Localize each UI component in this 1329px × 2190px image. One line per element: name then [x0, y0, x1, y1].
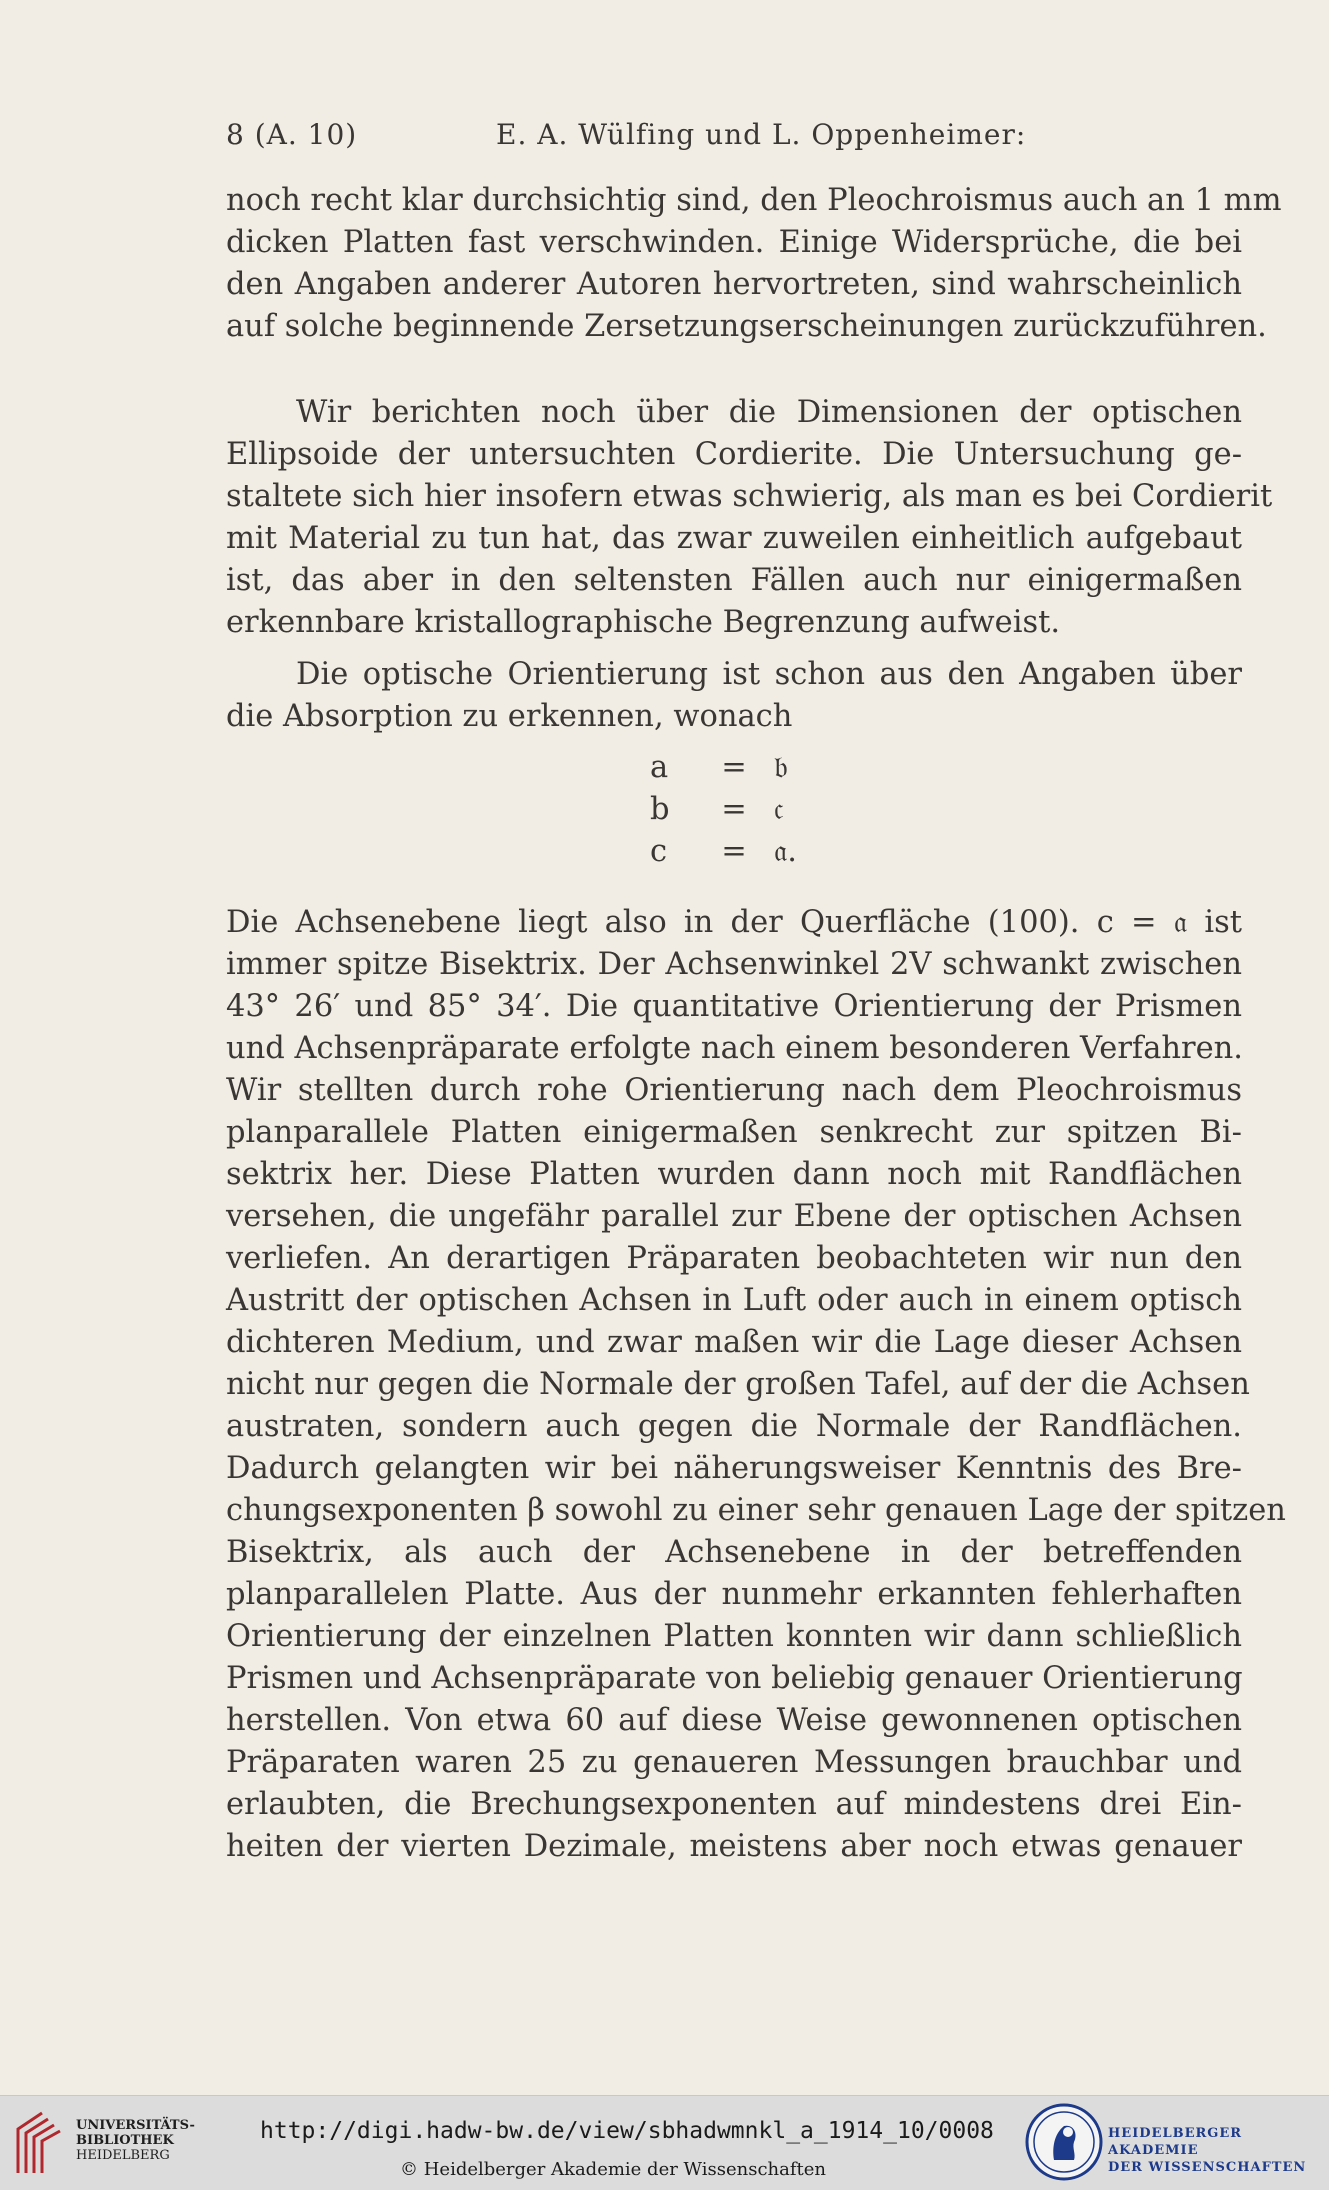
equation-right: 𝔞. — [774, 834, 797, 869]
academy-name — [1108, 2125, 1329, 2176]
paragraph-3 — [226, 654, 1242, 738]
equals-sign: = — [721, 750, 747, 785]
equals-sign: = — [721, 834, 747, 869]
academy-seal-icon[interactable] — [1024, 2102, 1104, 2182]
text-line: chungsexponenten β sowohl zu einer sehr genauen Lage der spitzen — [226, 1493, 1286, 1528]
orientation-equations — [650, 747, 834, 873]
text-line: Austritt der optischen Achsen in Luft oder auch in einem optisch — [226, 1283, 1242, 1318]
academy-line: DER WISSENSCHAFTEN — [1108, 2160, 1307, 2175]
text-line: noch recht klar durchsichtig sind, den Pleochroismus auch an 1 mm — [226, 183, 1282, 218]
running-title: E. A. Wülfing und L. Oppenheimer: — [496, 118, 1027, 151]
equation-row — [650, 831, 834, 873]
text-line: und Achsenpräparate erfolgte nach einem besonderen Verfahren. — [226, 1031, 1243, 1066]
text-line: heiten der vierten Dezimale, meistens aber noch etwas genauer — [226, 1829, 1242, 1864]
university-library-name — [76, 2118, 195, 2163]
text-line: dichteren Medium, und zwar maßen wir die Lage dieser Achsen — [226, 1325, 1242, 1360]
library-line: HEIDELBERG — [76, 2148, 170, 2163]
text-line: Präparaten waren 25 zu genaueren Messungen brauchbar und — [226, 1745, 1242, 1780]
text-line: Die Achsenebene liegt also in der Querfläche (100). c = 𝔞 ist — [226, 905, 1242, 940]
text-line: verliefen. An derartigen Präparaten beobachteten wir nun den — [226, 1241, 1242, 1276]
text-line: Die optische Orientierung ist schon aus den Angaben über — [296, 657, 1242, 692]
text-line: planparallelen Platte. Aus der nunmehr erkannten fehlerhaften — [226, 1577, 1242, 1612]
page-number: 8 (A. 10) — [226, 118, 358, 151]
equation-left: b — [650, 792, 670, 827]
university-library-logo-icon[interactable] — [12, 2107, 70, 2177]
text-line: planparallele Platten einigermaßen senkrecht zur spitzen Bi- — [226, 1115, 1242, 1150]
text-line: auf solche beginnende Zersetzungserscheinungen zurückzuführen. — [226, 309, 1267, 344]
text-line: den Angaben anderer Autoren hervortreten, sind wahrscheinlich — [226, 267, 1242, 302]
equation-row — [650, 789, 834, 831]
text-line: austraten, sondern auch gegen die Normale der Randflächen. — [226, 1409, 1242, 1444]
equation-left: c — [650, 834, 668, 869]
text-line: Bisektrix, als auch der Achsenebene in der betreffenden — [226, 1535, 1242, 1570]
text-line: Wir stellten durch rohe Orientierung nach dem Pleochroismus — [226, 1073, 1242, 1108]
copyright-notice: © Heidelberger Akademie der Wissenschaften — [400, 2159, 826, 2180]
library-line: UNIVERSITÄTS- — [76, 2118, 195, 2133]
library-line: BIBLIOTHEK — [76, 2133, 174, 2148]
paragraph-1 — [226, 180, 1282, 348]
text-line: mit Material zu tun hat, das zwar zuweilen einheitlich aufgebaut — [226, 521, 1242, 556]
text-line: 43° 26′ und 85° 34′. Die quantitative Orientierung der Prismen — [226, 989, 1242, 1024]
equals-sign: = — [721, 792, 747, 827]
equation-right: 𝔟 — [774, 750, 788, 785]
equation-row — [650, 747, 834, 789]
text-line: erkennbare kristallographische Begrenzung aufweist. — [226, 605, 1061, 640]
paragraph-2 — [226, 392, 1273, 644]
equation-right: 𝔠 — [774, 792, 784, 827]
text-line: dicken Platten fast verschwinden. Einige Widersprüche, die bei — [226, 225, 1242, 260]
equation-left: a — [650, 750, 669, 785]
text-line: die Absorption zu erkennen, wonach — [226, 699, 793, 734]
text-line: herstellen. Von etwa 60 auf diese Weise gewonnenen optischen — [226, 1703, 1242, 1738]
text-line: sektrix her. Diese Platten wurden dann noch mit Randflächen — [226, 1157, 1242, 1192]
text-line: Ellipsoide der untersuchten Cordierite. Die Untersuchung ge- — [226, 437, 1242, 472]
text-line: Wir berichten noch über die Dimensionen der optischen — [296, 395, 1242, 430]
text-line: immer spitze Bisektrix. Der Achsenwinkel 2V schwankt zwischen — [226, 947, 1242, 982]
text-line: Orientierung der einzelnen Platten konnten wir dann schließlich — [226, 1619, 1242, 1654]
paragraph-4 — [226, 902, 1286, 1868]
text-line: nicht nur gegen die Normale der großen Tafel, auf der die Achsen — [226, 1367, 1250, 1402]
academy-line: HEIDELBERGER AKADEMIE — [1108, 2126, 1243, 2158]
text-line: versehen, die ungefähr parallel zur Ebene der optischen Achsen — [226, 1199, 1242, 1234]
text-line: Prismen und Achsenpräparate von beliebig genauer Orientierung — [226, 1661, 1243, 1696]
text-line: staltete sich hier insofern etwas schwierig, als man es bei Cordierit — [226, 479, 1273, 514]
text-line: erlaubten, die Brechungsexponenten auf mindestens drei Ein- — [226, 1787, 1242, 1822]
text-line: Dadurch gelangten wir bei näherungsweiser Kenntnis des Bre- — [226, 1451, 1242, 1486]
permalink-url[interactable]: http://digi.hadw-bw.de/view/sbhadwmnkl_a_1914_10/0008 — [260, 2118, 994, 2144]
running-header — [226, 118, 1242, 158]
text-line: ist, das aber in den seltensten Fällen auch nur einigermaßen — [226, 563, 1242, 598]
